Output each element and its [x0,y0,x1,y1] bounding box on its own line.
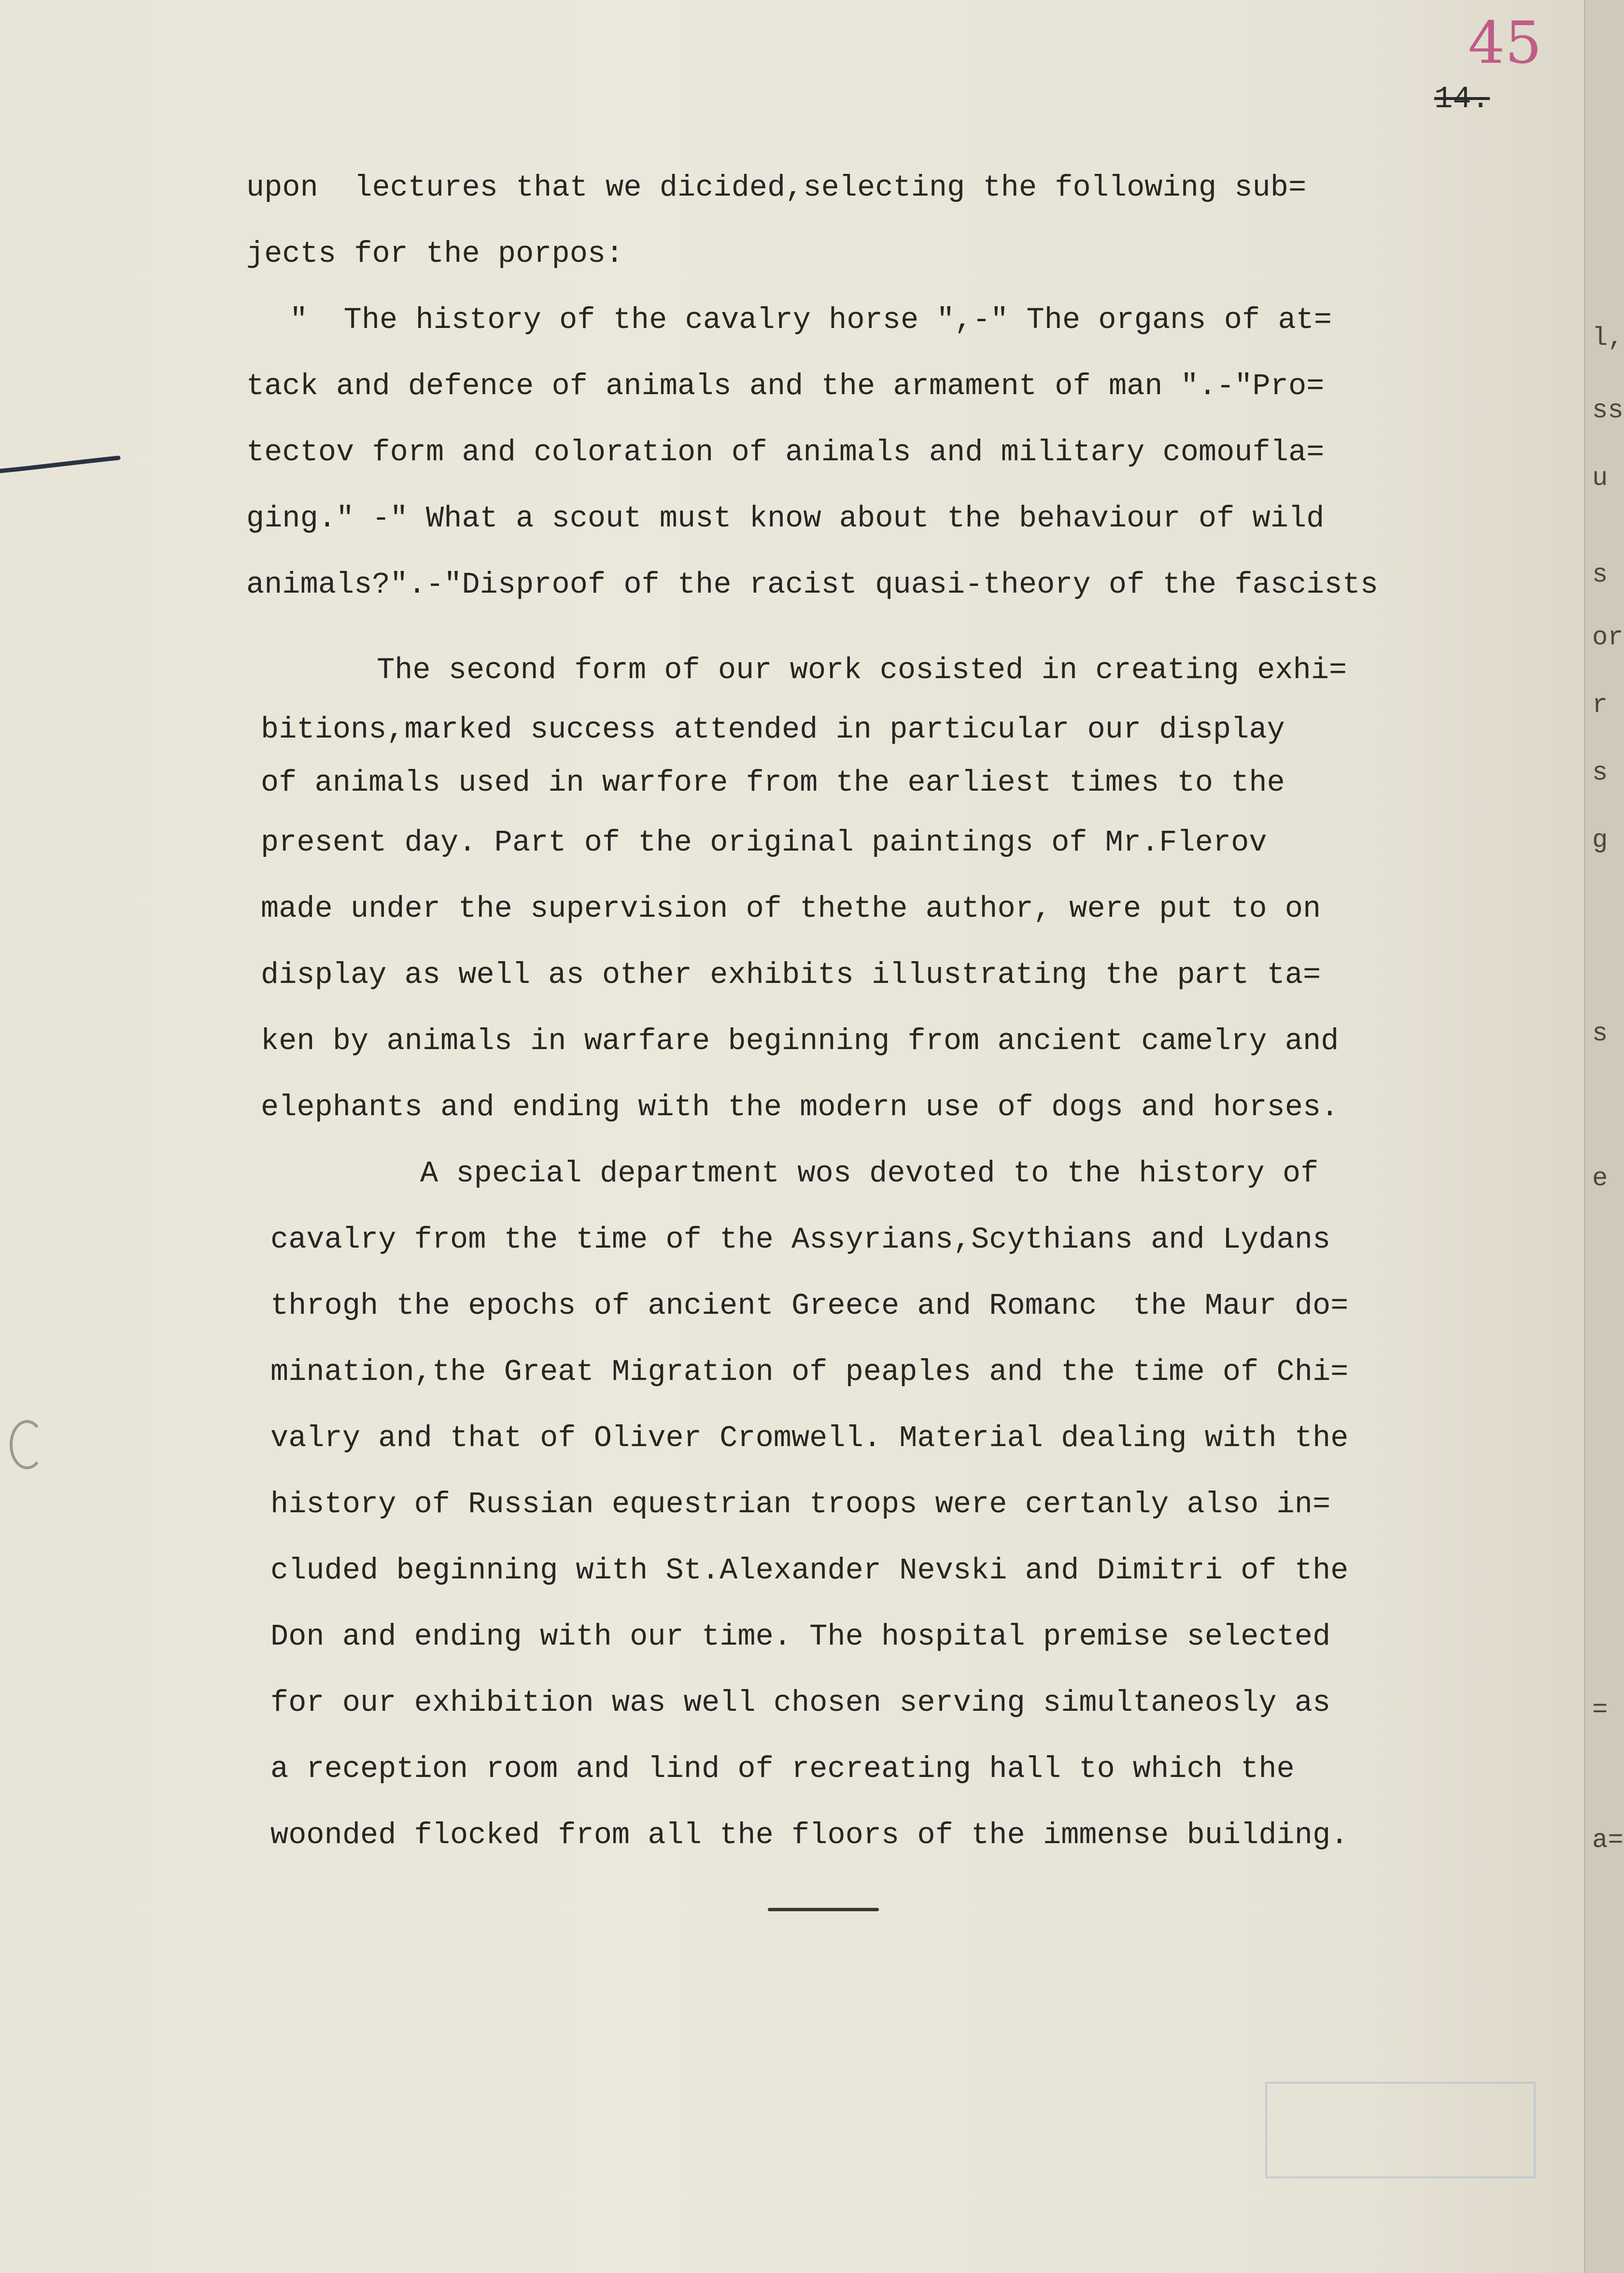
text-line: tack and defence of animals and the armament of man ".-"Pro= [246,369,1325,403]
text-line: " The history of the cavalry horse ",-" The organs of at= [290,303,1332,337]
punch-hole-mark [10,1420,44,1469]
text-line: cluded beginning with St.Alexander Nevski and Dimitri of the [270,1553,1349,1588]
typed-page-number: 14. [1434,82,1490,117]
typed-text-body [246,155,1589,1868]
text-line: mination,the Great Migration of peaples and the time of Chi= [270,1355,1349,1389]
text-line: animals?".-"Disproof of the racist quasi-theory of the fascists [246,568,1378,602]
underlying-page-edge [1584,0,1624,2273]
text-line: cavalry from the time of the Assyrians,Scythians and Lydans [270,1222,1331,1257]
text-line: valry and that of Oliver Cromwell. Material dealing with the [270,1421,1349,1455]
text-line: history of Russian equestrian troops were certanly also in= [270,1487,1331,1521]
text-line: jects for the porpos: [246,237,624,271]
text-line: Don and ending with our time. The hospital premise selected [270,1620,1331,1654]
edge-fragment: = [1592,1695,1608,1725]
edge-fragment: s [1592,1019,1608,1049]
text-line: tectov form and coloration of animals and military comoufla= [246,435,1325,469]
edge-fragment: a= [1592,1826,1624,1855]
edge-fragment: g [1592,826,1608,855]
text-line: present day. Part of the original paintings of Mr.Flerov [261,825,1267,860]
text-line: woonded flocked from all the floors of the immense building. [270,1818,1349,1852]
edge-fragment: l, [1592,324,1624,353]
text-line: ken by animals in warfare beginning from ancient camelry and [261,1024,1339,1058]
text-line: ging." -" What a scout must know about the behaviour of wild [246,501,1325,536]
edge-fragment: s [1592,758,1608,788]
text-line: for our exhibition was well chosen serving simultaneosly as [270,1686,1331,1720]
text-line: upon lectures that we dicided,selecting the following sub= [246,170,1307,205]
end-rule [768,1908,879,1911]
text-line: The second form of our work cosisted in creating exhi= [377,653,1347,687]
handwritten-page-number: 45 [1468,10,1542,77]
edge-fragment: e [1592,1164,1608,1193]
text-line: made under the supervision of thethe author, were put to on [261,892,1321,926]
edge-fragment: or [1592,623,1624,653]
edge-fragment: ss [1592,396,1624,426]
text-line: elephants and ending with the modern use of dogs and horses. [261,1090,1339,1124]
faded-archive-stamp [1265,2082,1536,2178]
edge-fragment: u [1592,464,1608,493]
pen-stroke-mark [0,449,121,478]
edge-fragment: s [1592,560,1608,590]
text-line: A special department wos devoted to the history of [420,1156,1319,1191]
text-line: of animals used in warfore from the earliest times to the [261,766,1285,800]
text-line: a reception room and lind of recreating hall to which the [270,1752,1295,1786]
text-line: throgh the epochs of ancient Greece and Romanc the Maur do= [270,1289,1349,1323]
edge-fragment: r [1592,691,1608,720]
text-line: display as well as other exhibits illustrating the part ta= [261,958,1321,992]
text-line: bitions,marked success attended in particular our display [261,712,1285,747]
